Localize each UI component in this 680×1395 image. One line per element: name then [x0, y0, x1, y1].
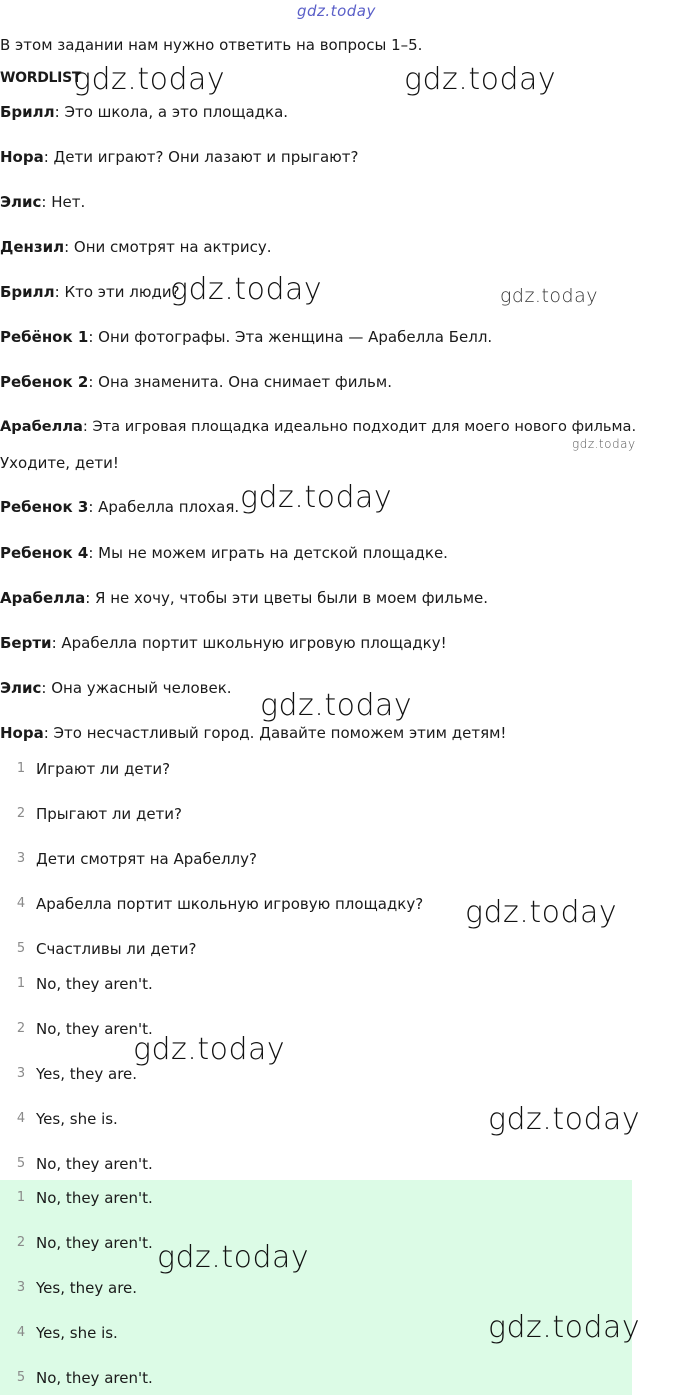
answer-number: 4: [16, 1325, 26, 1340]
answer-text: Yes, they are.: [36, 1279, 138, 1297]
line-text: : Дети играют? Они лазают и прыгают?: [43, 148, 359, 166]
speaker-name: Арабелла: [0, 589, 86, 607]
answer-text: No, they aren't.: [36, 1155, 153, 1173]
watermark: gdz.today: [465, 895, 618, 930]
wordlist-label: WORDLIST: [0, 70, 82, 86]
question-number: 1: [16, 761, 26, 776]
watermark: gdz.today: [404, 62, 557, 97]
watermark: gdz.today: [500, 285, 598, 307]
dialogue-line: [0, 588, 488, 608]
watermark-top: gdz.today: [297, 2, 376, 20]
speaker-name: Ребенок 3: [0, 498, 89, 516]
line-text: : Нет.: [41, 193, 86, 211]
answer-text: Yes, they are.: [36, 1065, 138, 1083]
question-text: Прыгают ли дети?: [36, 805, 183, 823]
speaker-name: Элис: [0, 193, 42, 211]
question-number: 2: [16, 806, 26, 821]
speaker-name: Ребёнок 1: [0, 328, 89, 346]
line-text: : Она ужасный человек.: [41, 679, 232, 697]
task-intro: В этом задании нам нужно ответить на вопросы 1–5.: [0, 36, 423, 54]
speaker-name: Ребенок 4: [0, 544, 89, 562]
line-text: : Это школа, а это площадка.: [54, 103, 289, 121]
answer-text: No, they aren't.: [36, 1234, 153, 1252]
dialogue-line: [0, 678, 232, 698]
dialogue-line: [0, 102, 288, 122]
watermark: gdz.today: [572, 437, 636, 451]
answer-number: 2: [16, 1021, 26, 1036]
answer-text: Yes, she is.: [36, 1110, 118, 1128]
answer-text: No, they aren't.: [36, 1369, 153, 1387]
speaker-name: Дензил: [0, 238, 65, 256]
dialogue-line: [0, 192, 85, 212]
watermark: gdz.today: [157, 1240, 310, 1275]
dialogue-line: [0, 237, 272, 257]
answer-number: 2: [16, 1235, 26, 1250]
line-text: : Мы не можем играть на детской площадке.: [88, 544, 448, 562]
question-text: Дети смотрят на Арабеллу?: [36, 850, 257, 868]
watermark: gdz.today: [260, 688, 413, 723]
line-text: : Они фотографы. Эта женщина — Арабелла Белл.: [88, 328, 493, 346]
answer-text: No, they aren't.: [36, 975, 153, 993]
watermark: gdz.today: [488, 1102, 641, 1137]
answer-number: 3: [16, 1066, 26, 1081]
line-text: : Эта игровая площадка идеально подходит для моего нового фильма.: [82, 418, 637, 435]
speaker-name: Арабелла: [0, 418, 83, 435]
answer-text: No, they aren't.: [36, 1189, 153, 1207]
speaker-name: Элис: [0, 679, 42, 697]
answer-number: 1: [16, 976, 26, 991]
dialogue-line: [0, 147, 358, 167]
dialogue-line-continuation: Уходите, дети!: [0, 454, 119, 472]
speaker-name: Брилл: [0, 103, 55, 121]
answer-text: No, they aren't.: [36, 1020, 153, 1038]
line-text: : Арабелла портит школьную игровую площадку!: [51, 634, 447, 652]
answer-number: 5: [16, 1156, 26, 1171]
question-text: Играют ли дети?: [36, 760, 171, 778]
dialogue-line: [0, 497, 239, 517]
speaker-name: Нора: [0, 724, 44, 742]
line-text: : Это несчастливый город. Давайте поможем этим детям!: [43, 724, 507, 742]
line-text: : Они смотрят на актрису.: [64, 238, 272, 256]
question-number: 4: [16, 896, 26, 911]
answer-number: 4: [16, 1111, 26, 1126]
dialogue-line: [0, 282, 180, 302]
answer-number: 1: [16, 1190, 26, 1205]
dialogue-line: [0, 372, 392, 392]
speaker-name: Берти: [0, 634, 52, 652]
line-text: : Арабелла плохая.: [88, 498, 240, 516]
line-text: : Она знаменита. Она снимает фильм.: [88, 373, 392, 391]
answer-number: 3: [16, 1280, 26, 1295]
watermark: gdz.today: [170, 272, 323, 307]
watermark: gdz.today: [488, 1310, 641, 1345]
answer-text: Yes, she is.: [36, 1324, 118, 1342]
question-text: Счастливы ли дети?: [36, 940, 197, 958]
dialogue-line: [0, 417, 636, 437]
line-text: : Я не хочу, чтобы эти цветы были в моем фильме.: [85, 589, 489, 607]
watermark: gdz.today: [133, 1032, 286, 1067]
question-number: 3: [16, 851, 26, 866]
watermark: gdz.today: [240, 480, 393, 515]
speaker-name: Брилл: [0, 283, 55, 301]
dialogue-line: [0, 327, 492, 347]
question-number: 5: [16, 941, 26, 956]
question-text: Арабелла портит школьную игровую площадку?: [36, 895, 424, 913]
watermark: gdz.today: [73, 62, 226, 97]
dialogue-line: [0, 723, 506, 743]
answer-number: 5: [16, 1370, 26, 1385]
dialogue-line: [0, 633, 447, 653]
speaker-name: Ребенок 2: [0, 373, 89, 391]
speaker-name: Нора: [0, 148, 44, 166]
line-text: : Кто эти люди?: [54, 283, 180, 301]
dialogue-line: [0, 543, 448, 563]
